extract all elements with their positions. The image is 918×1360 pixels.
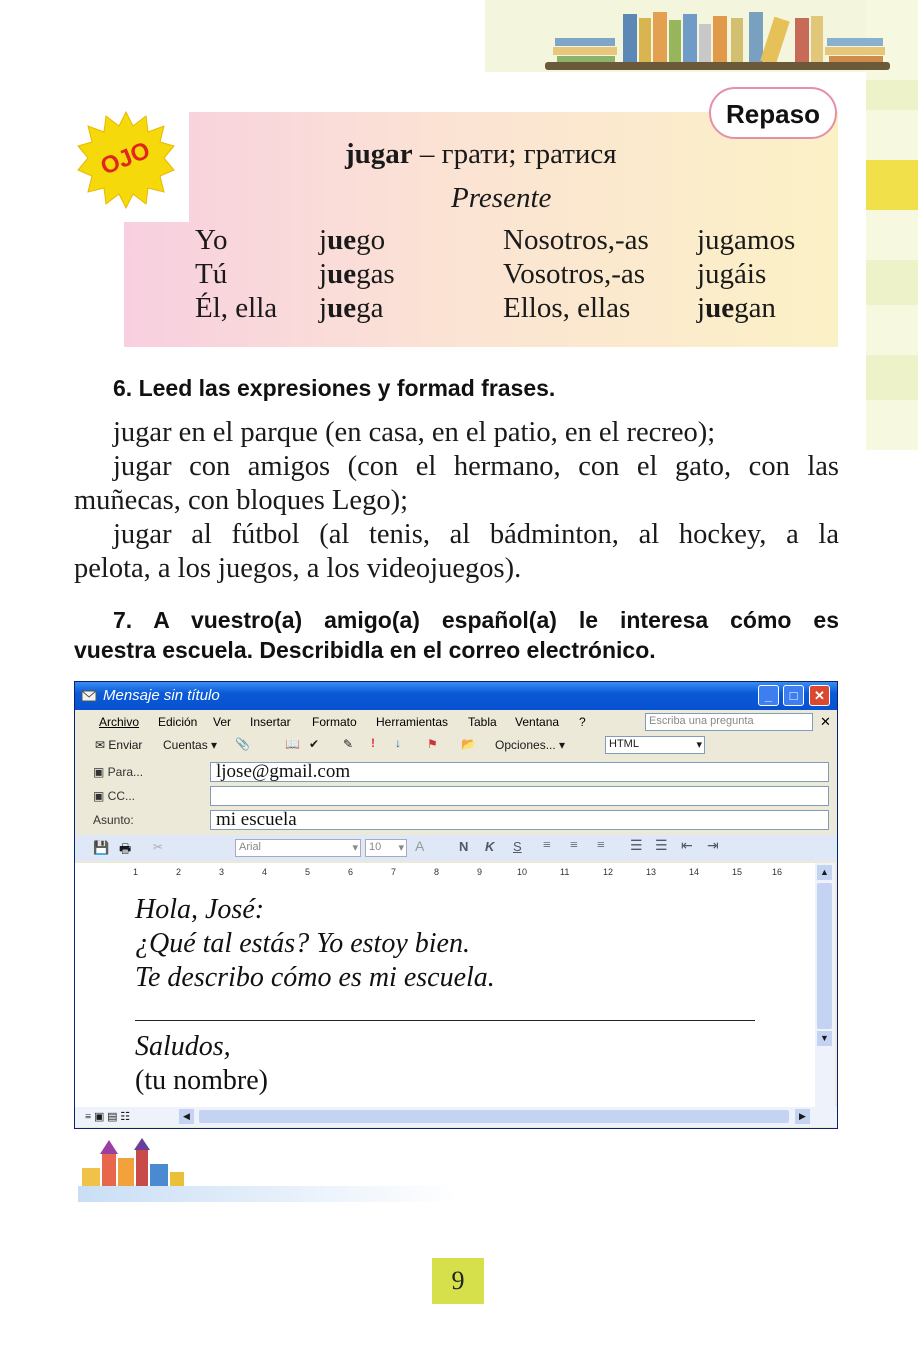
town-illustration	[78, 1138, 188, 1190]
menu-herramientas[interactable]: Herramientas	[376, 715, 449, 729]
scroll-up-icon[interactable]: ▲	[817, 865, 832, 880]
pronoun: Tú	[195, 258, 228, 290]
cc-field[interactable]	[210, 786, 829, 806]
ojo-starburst-badge	[76, 110, 176, 210]
scroll-left-icon[interactable]: ◀	[179, 1109, 194, 1124]
verb-form: juegas	[319, 258, 395, 290]
mail-icon	[81, 687, 97, 703]
greeting-line: Hola, José:	[135, 894, 265, 925]
menu-ventana[interactable]: Ventana	[515, 715, 560, 729]
email-body-editor[interactable]	[75, 883, 815, 1107]
save-icon[interactable]: 💾	[93, 840, 110, 855]
accounts-button[interactable]: Cuentas ▾	[163, 738, 218, 752]
verb-form: juego	[319, 224, 386, 256]
to-label[interactable]: ▣ Para...	[93, 765, 144, 779]
low-importance-icon[interactable]: ↓	[395, 736, 401, 750]
bottom-decoration-strip	[78, 1186, 458, 1202]
writing-line	[135, 1020, 755, 1021]
verb-translation: – грати; гратися	[412, 138, 617, 170]
pronoun: Yo	[195, 224, 228, 256]
books-illustration	[545, 8, 890, 70]
options-button[interactable]: Opciones... ▾	[495, 738, 566, 752]
menu-tabla[interactable]: Tabla	[468, 715, 497, 729]
to-field[interactable]: ljose@gmail.com	[210, 762, 829, 782]
pronoun: Él, ella	[195, 292, 278, 324]
menu-formato[interactable]: Formato	[312, 715, 357, 729]
window-title: Mensaje sin título	[103, 687, 220, 704]
horizontal-scrollbar[interactable]	[75, 1107, 837, 1127]
pronoun: Nosotros,-as	[503, 224, 649, 256]
close-doc-icon[interactable]: ✕	[820, 714, 831, 729]
exercise-7-heading-line1: 7. A vuestro(a) amigo(a) español(a) le interesa cómo es	[113, 607, 839, 633]
page-number: 9	[432, 1258, 484, 1304]
scroll-thumb[interactable]	[817, 883, 832, 1029]
ojo-label: OJO	[96, 136, 154, 181]
verb-form: jugamos	[697, 224, 796, 256]
verb-form: juegan	[697, 292, 776, 324]
menu-bar	[75, 710, 837, 734]
verb-infinitive: jugar	[345, 138, 413, 170]
font-size-select[interactable]: 10 ▾	[365, 839, 407, 857]
repaso-badge: Repaso	[709, 87, 837, 139]
menu-edicion[interactable]: Edición	[158, 715, 198, 729]
menu-insertar[interactable]: Insertar	[250, 715, 291, 729]
print-icon[interactable]: 🖶	[119, 841, 132, 856]
cc-label[interactable]: ▣ CC...	[93, 789, 136, 803]
decrease-indent-icon[interactable]: ⇤	[681, 839, 693, 854]
send-button[interactable]: ✉ Enviar	[95, 738, 143, 752]
tense-label: Presente	[451, 182, 552, 214]
main-toolbar	[75, 734, 837, 758]
font-color-icon[interactable]: A	[415, 838, 425, 854]
check-names-icon[interactable]: ✔	[309, 737, 320, 751]
font-select[interactable]: Arial ▾	[235, 839, 361, 857]
signature-icon[interactable]: ✎	[343, 737, 354, 751]
verb-title	[345, 138, 617, 171]
underline-icon[interactable]: S	[513, 839, 522, 854]
hscroll-thumb[interactable]	[199, 1110, 789, 1123]
formatting-toolbar	[75, 835, 837, 861]
format-select[interactable]: HTML ▾	[605, 736, 705, 754]
exercise-7-heading-line2: vuestra escuela. Describidla en el correo electrónico.	[74, 637, 656, 663]
subject-field[interactable]: mi escuela	[210, 810, 829, 830]
exercise-6-heading: 6. Leed las expresiones y formad frases.	[113, 375, 556, 401]
subject-label: Asunto:	[93, 813, 134, 827]
help-search-input[interactable]: Escriba una pregunta	[645, 713, 813, 731]
align-center-icon[interactable]: ≡	[570, 838, 578, 853]
flag-icon[interactable]: ⚑	[427, 737, 438, 751]
pronoun: Vosotros,-as	[503, 258, 646, 290]
maximize-button[interactable]: □	[783, 685, 804, 706]
italic-icon[interactable]: K	[485, 839, 495, 854]
scroll-down-icon[interactable]: ▼	[817, 1031, 832, 1046]
view-buttons[interactable]: ≡ ▣ ▤ ☷	[85, 1111, 131, 1123]
menu-ver[interactable]: Ver	[213, 715, 232, 729]
bold-icon[interactable]: N	[459, 839, 469, 854]
verb-form: juega	[319, 292, 384, 324]
body-line: ¿Qué tal estás? Yo estoy bien.	[135, 928, 470, 959]
window-titlebar	[75, 682, 837, 710]
menu-archivo[interactable]: Archivo	[99, 715, 140, 729]
verb-form: jugáis	[697, 258, 767, 290]
pronoun: Ellos, ellas	[503, 292, 631, 324]
closing-line: Saludos,	[135, 1031, 231, 1062]
address-book-icon[interactable]: 📖	[285, 737, 300, 751]
signature-line: (tu nombre)	[135, 1065, 268, 1096]
minimize-button[interactable]: _	[758, 685, 779, 706]
ruler: 1 2 3 4 5 6 7 8 9 10 11 12 13 14 15 16	[75, 863, 815, 884]
exercise-6-line: jugar con amigos (con el hermano, con el gato, con las	[113, 451, 839, 482]
folder-icon[interactable]: 📂	[461, 737, 476, 751]
scroll-right-icon[interactable]: ▶	[795, 1109, 810, 1124]
menu-help[interactable]: ?	[579, 715, 586, 729]
numbered-list-icon[interactable]: ☰	[630, 839, 643, 854]
attach-icon[interactable]: 📎	[235, 737, 250, 751]
exercise-6-line: jugar en el parque (en casa, en el patio, en el recreo);	[113, 417, 716, 448]
body-line: Te describo cómo es mi escuela.	[135, 962, 495, 993]
bullet-list-icon[interactable]: ☰	[655, 839, 668, 854]
email-window	[74, 681, 838, 1129]
exercise-6-line: muñecas, con bloques Lego);	[74, 485, 408, 516]
bookshelf	[545, 62, 890, 70]
high-importance-icon[interactable]: !	[371, 736, 375, 750]
vertical-scrollbar[interactable]	[815, 863, 835, 1107]
align-left-icon[interactable]: ≡	[543, 838, 551, 853]
exercise-6-line: jugar al fútbol (al tenis, al bádminton, al hockey, a la	[113, 519, 839, 550]
cut-icon[interactable]: ✂	[153, 840, 164, 854]
exercise-6-line: pelota, a los juegos, a los videojuegos).	[74, 553, 522, 584]
align-right-icon[interactable]: ≡	[597, 838, 605, 853]
increase-indent-icon[interactable]: ⇥	[707, 839, 719, 854]
close-button[interactable]: ✕	[809, 685, 830, 706]
